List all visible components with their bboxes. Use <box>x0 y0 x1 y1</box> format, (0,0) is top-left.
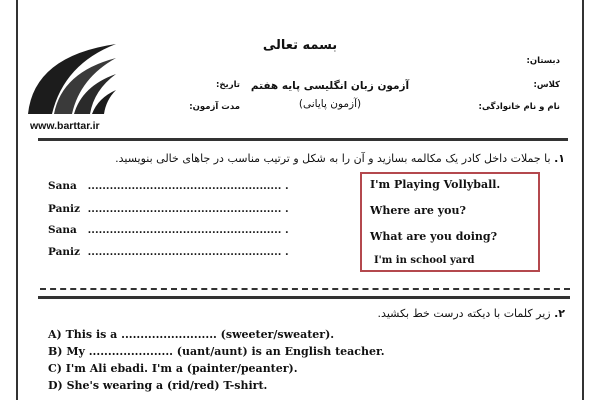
dialogue-line <box>48 203 289 215</box>
site-url: www.barttar.ir <box>30 120 100 132</box>
question2-text <box>260 307 565 320</box>
duration-label: مدت آزمون: <box>189 102 240 112</box>
question1-instruction: با جملات داخل کادر یک مکالمه بسازید و آن را به شکل و ترتیب مناسب در جاهای خالی بنویسید. <box>115 152 551 165</box>
dialogue-speaker: Paniz <box>48 203 81 215</box>
dialogue-blank: ..................................................... . <box>87 246 289 258</box>
spelling-item: A) This is a ......................... (sweeter/sweater). <box>48 328 335 341</box>
dialogue-line <box>48 224 289 236</box>
dialogue-speaker: Sana <box>48 224 77 236</box>
dialogue-line <box>48 246 289 258</box>
class-label: کلاس: <box>533 80 560 90</box>
question1-text <box>110 152 565 165</box>
dialogue-blank: ..................................................... . <box>87 224 289 236</box>
dialogue-speaker: Sana <box>48 180 77 192</box>
box-sentence: Where are you? <box>370 204 466 217</box>
name-label: نام و نام خانوادگی: <box>478 102 560 112</box>
school-label: دبستان: <box>526 56 560 66</box>
section-divider <box>40 288 570 290</box>
box-sentence: I'm in school yard <box>374 255 475 266</box>
spelling-item: D) She's wearing a (rid/red) T-shirt. <box>48 379 268 392</box>
date-label: تاریخ: <box>216 80 240 90</box>
dialogue-line <box>48 180 289 192</box>
question2-instruction: زیر کلمات با دیکته درست خط بکشید. <box>377 307 551 320</box>
dialogue-speaker: Paniz <box>48 246 81 258</box>
question2-number: ۲. <box>554 307 565 320</box>
spelling-item: C) I'm Ali ebadi. I'm a (painter/peanter). <box>48 362 298 375</box>
header-divider <box>38 138 568 141</box>
section-divider <box>38 296 570 299</box>
spelling-item: B) My ...................... (uant/aunt) is an English teacher. <box>48 345 385 358</box>
page-title: بسمه تعالی <box>262 38 338 53</box>
dialogue-blank: ..................................................... . <box>87 203 289 215</box>
dialogue-blank: ..................................................... . <box>87 180 289 192</box>
question1-number: ۱. <box>554 152 565 165</box>
exam-subtitle: (آزمون پایانی) <box>298 98 362 110</box>
box-sentence: What are you doing? <box>370 230 498 243</box>
box-sentence: I'm Playing Vollyball. <box>370 178 501 191</box>
exam-title: آزمون زبان انگلیسی پایه هفتم <box>250 80 410 92</box>
